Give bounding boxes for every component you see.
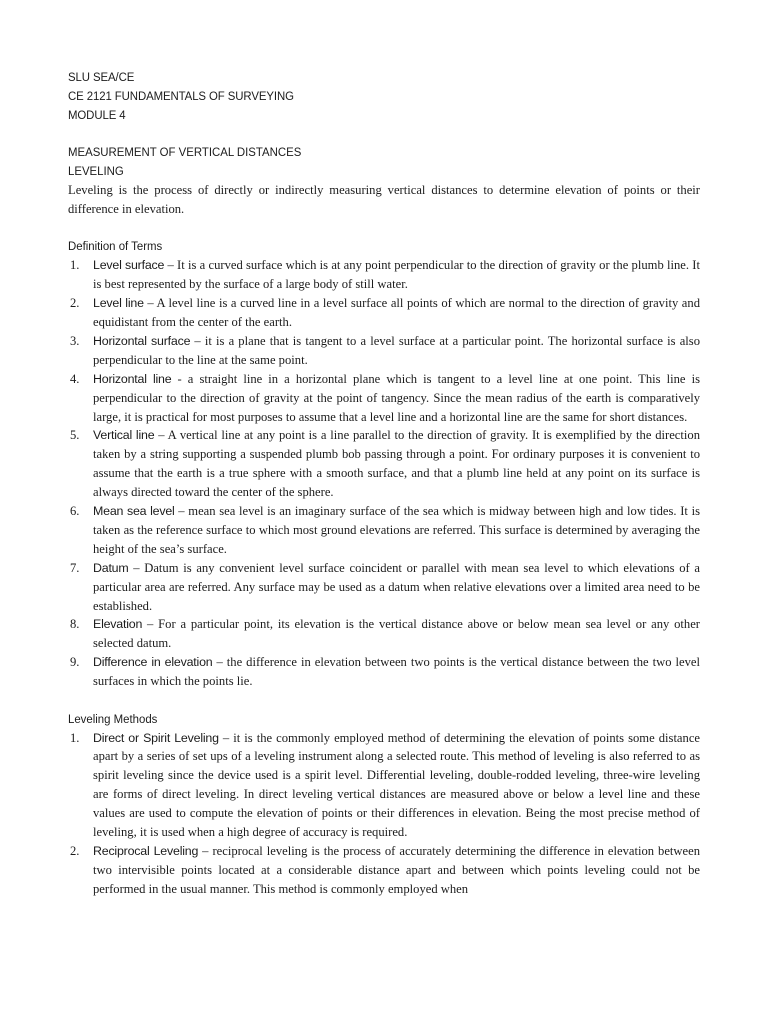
term-label: Datum: [93, 560, 129, 575]
term-definition: – For a particular point, its elevation is the vertical distance above or below mean sea level or any other selected datum.: [93, 617, 700, 651]
list-item: [68, 370, 700, 427]
item-number: 5.: [70, 428, 80, 443]
item-number: 8.: [70, 617, 80, 632]
term-label: Reciprocal Leveling: [93, 843, 199, 858]
term-definition: - a straight line in a horizontal plane which is tangent to a level line at one point. This line is perpendicular to the direction of gravity at the point of tangency. Since the mean radius of the earth is comparatively large, it is practical for most purposes to assume that a level line and a horizontal line are the same for short distances.: [93, 371, 700, 424]
item-number: 9.: [70, 655, 80, 670]
intro-paragraph: Leveling is the process of directly or indirectly measuring vertical distances to determine elevation of points or their difference in elevation.: [68, 183, 700, 216]
list-item: [68, 842, 700, 899]
term-definition: – reciprocal leveling is the process of accurately determining the difference in elevation between two intervisible points located at a considerable distance apart and between which points leveling could not be performed in the usual manner. This method is commonly employed when: [93, 843, 700, 896]
methods-list: [68, 729, 700, 899]
term-definition: – Datum is any convenient level surface coincident or parallel with mean sea level to which elevations of a particular area are referred. Any surface may be used as a datum when relative elevations over a limited area need to be established.: [93, 560, 700, 613]
item-number: 1.: [70, 258, 80, 273]
course-title: CE 2121 FUNDAMENTALS OF SURVEYING: [68, 88, 294, 103]
term-label: Mean sea level: [93, 504, 175, 519]
term-definition: – It is a curved surface which is at any point perpendicular to the direction of gravity or the plumb line. It is best represented by the surface of a large body of still water.: [93, 258, 700, 292]
term-label: Vertical line: [93, 428, 155, 443]
spacer: [68, 125, 700, 144]
item-number: 2.: [70, 843, 80, 858]
section-subtitle: LEVELING: [68, 164, 124, 179]
list-item: [68, 615, 700, 653]
list-item: [68, 502, 700, 559]
list-item: [68, 256, 700, 294]
list-item: [68, 559, 700, 616]
list-item: [68, 332, 700, 370]
term-label: Direct or Spirit Leveling: [93, 730, 219, 745]
document-page: [68, 68, 700, 899]
section-title: MEASUREMENT OF VERTICAL DISTANCES: [68, 145, 302, 160]
spacer: [68, 219, 700, 238]
university-label: SLU SEA/CE: [68, 70, 135, 84]
term-definition: – A level line is a curved line in a level surface all points of which are normal to the direction of gravity and equidistant from the center of the earth.: [93, 296, 700, 329]
term-definition: – the difference in elevation between two points is the vertical distance between the two level surfaces in which the points lie.: [93, 655, 701, 689]
term-definition: – A vertical line at any point is a line parallel to the direction of gravity. It is exemplified by the direction taken by a string supporting a suspended plumb bob passing through a point. For ordinary purposes it is convenient to assume that the earth is a true sphere with a smooth surface, and that a plumb line held at any point on its surface is always directed toward the center of the sphere.: [93, 428, 700, 500]
term-label: Horizontal line: [93, 371, 172, 386]
item-number: 4.: [70, 371, 80, 386]
term-label: Level surface: [93, 258, 165, 273]
term-label: Level line: [93, 296, 144, 311]
list-item: [68, 426, 700, 502]
list-item: [68, 729, 700, 842]
spacer: [68, 691, 700, 710]
item-number: 3.: [70, 333, 80, 348]
item-number: 7.: [70, 560, 80, 575]
term-label: Elevation: [93, 617, 143, 632]
module-label: MODULE 4: [68, 107, 126, 122]
term-definition: – it is a plane that is tangent to a level surface at a particular point. The horizontal surface is also perpendicular to the line at the same point.: [93, 333, 700, 367]
methods-heading: Leveling Methods: [68, 711, 158, 726]
term-definition: – it is the commonly employed method of determining the elevation of points some distance apart by a series of set ups of a leveling instrument along a selected route. This method of leveling is also referred to as spirit leveling since the device used is a spirit level. Differential leveling, double-rodded leveling, three-wire leveling are forms of direct leveling. In direct leveling vertical distances are measured above or below a level line and these values are used to compute the elevation of points or their differences in elevation. Being the most precise method of leveling, it is used when a high degree of accuracy is required.: [93, 730, 701, 840]
term-label: Horizontal surface: [93, 333, 191, 348]
term-label: Difference in elevation: [93, 655, 213, 670]
list-item: [68, 294, 700, 332]
item-number: 6.: [70, 504, 80, 519]
list-item: [68, 653, 700, 691]
item-number: 2.: [70, 296, 80, 311]
term-definition: – mean sea level is an imaginary surface of the sea which is midway between high and low tides. It is taken as the reference surface to which most ground elevations are referred. This surface is determined by averaging the height of the sea’s surface.: [93, 504, 701, 556]
definitions-list: [68, 256, 700, 691]
item-number: 1.: [70, 730, 80, 745]
definitions-heading: Definition of Terms: [68, 239, 163, 254]
